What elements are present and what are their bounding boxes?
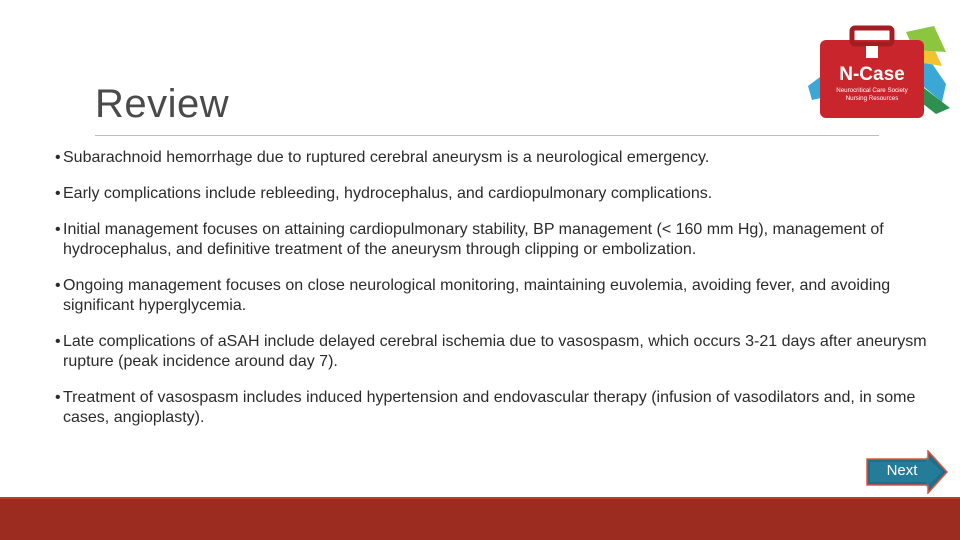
bullet-dot: • <box>55 333 61 350</box>
bullet-dot: • <box>55 389 61 406</box>
logo-subtitle-2: Nursing Resources <box>845 95 899 102</box>
bullet-item <box>55 148 935 168</box>
bullet-item <box>55 220 935 260</box>
footer-bar <box>0 497 960 540</box>
bullet-item <box>55 276 935 316</box>
logo-cross <box>866 46 878 58</box>
title-divider <box>95 135 879 136</box>
slide-title: Review <box>95 82 230 126</box>
bullet-text: Treatment of vasospasm includes induced hypertension and endovascular therapy (infusion of vasodilators and, in some cases, angioplasty). <box>63 389 916 426</box>
bullet-list <box>55 148 935 444</box>
n-case-logo <box>806 22 951 122</box>
bullet-dot: • <box>55 149 61 166</box>
logo-name: N-Case <box>839 64 905 85</box>
bullet-text: Subarachnoid hemorrhage due to ruptured cerebral aneurysm is a neurological emergency. <box>63 149 710 166</box>
next-button[interactable] <box>866 450 948 494</box>
bullet-dot: • <box>55 221 61 238</box>
bullet-item <box>55 388 935 428</box>
logo-case-handle <box>852 28 892 44</box>
bullet-text: Late complications of aSAH include delayed cerebral ischemia due to vasospasm, which occurs 3-21 days after aneurysm rupture (peak incidence around day 7). <box>63 333 927 370</box>
footer-accent-line <box>0 497 960 499</box>
bullet-item <box>55 184 935 204</box>
bullet-item <box>55 332 935 372</box>
bullet-text: Initial management focuses on attaining cardiopulmonary stability, BP management (< 160 mm Hg), management of hydrocephalus, and definitive treatment of the aneurysm through clipping or embolization. <box>63 221 884 258</box>
bullet-text: Ongoing management focuses on close neurological monitoring, maintaining euvolemia, avoiding fever, and avoiding significant hyperglycemia. <box>63 277 891 314</box>
bullet-dot: • <box>55 185 61 202</box>
next-button-label: Next <box>886 462 918 479</box>
bullet-text: Early complications include rebleeding, hydrocephalus, and cardiopulmonary complications. <box>63 185 713 202</box>
bullet-dot: • <box>55 277 61 294</box>
logo-subtitle-1: Neurocritical Care Society <box>836 87 908 94</box>
